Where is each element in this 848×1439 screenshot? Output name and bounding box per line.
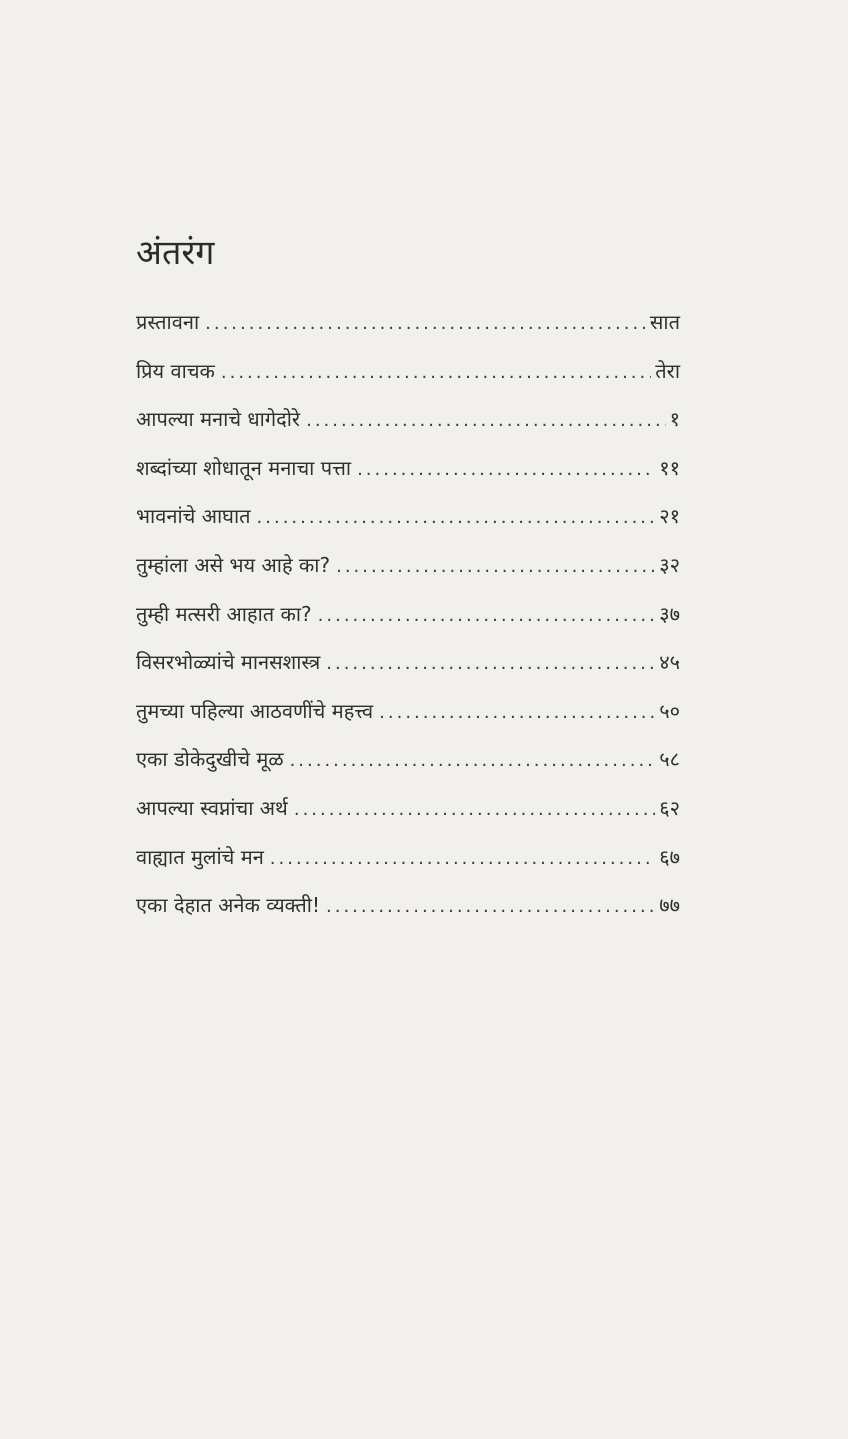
toc-entry-page-number: ७७: [659, 893, 680, 918]
toc-entry-page-number: सात: [649, 310, 680, 334]
toc-entry-page-number: ५८: [659, 747, 680, 772]
toc-entry-page-number: तेरा: [655, 358, 680, 383]
dot-leader: [318, 605, 656, 626]
dot-leader: [294, 799, 655, 820]
dot-leader: [205, 313, 646, 334]
dot-leader: [326, 896, 655, 917]
toc-entry-title: भावनांचे आघात: [136, 504, 251, 529]
toc-entry-page-number: ४५: [659, 650, 680, 675]
dot-leader: [221, 362, 651, 383]
toc-entry: [136, 600, 680, 649]
toc-entry-title: तुमच्या पहिल्या आठवणींचे महत्त्व: [136, 698, 374, 723]
toc-entry-title: प्रस्तावना: [136, 310, 200, 334]
contents-heading: अंतरंग: [136, 233, 215, 273]
toc-entry-title: तुम्ही मत्सरी आहात का?: [136, 601, 312, 626]
toc-entry-title: तुम्हांला असे भय आहे का?: [136, 552, 331, 577]
toc-entry-title: आपल्या मनाचे धागेदोरे: [136, 407, 301, 432]
toc-entry: [136, 502, 680, 551]
toc-entry: [136, 405, 680, 454]
dot-leader: [306, 410, 665, 431]
toc-entry: [136, 454, 680, 503]
toc-entry: [136, 308, 680, 357]
toc-entry-title: एका डोकेदुखीचे मूळ: [136, 747, 284, 772]
toc-entry-title: आपल्या स्वप्नांचा अर्थ: [136, 795, 288, 820]
dot-leader: [336, 556, 655, 577]
toc-entry: [136, 551, 680, 600]
toc-entry: [136, 843, 680, 892]
table-of-contents: [136, 308, 680, 940]
toc-entry-title: वाह्यात मुलांचे मन: [136, 844, 264, 869]
toc-entry: [136, 891, 680, 940]
dot-leader: [257, 507, 656, 528]
toc-entry-page-number: ३७: [659, 601, 680, 626]
dot-leader: [379, 702, 655, 723]
toc-entry-page-number: ३२: [659, 552, 680, 577]
toc-entry-page-number: ६२: [659, 795, 680, 820]
toc-entry: [136, 745, 680, 794]
dot-leader: [357, 459, 655, 480]
toc-entry-title: एका देहात अनेक व्यक्ती!: [136, 893, 320, 918]
toc-entry-title: विसरभोळ्यांचे मानसशास्त्र: [136, 650, 321, 675]
toc-entry: [136, 794, 680, 843]
toc-entry-page-number: २१: [659, 504, 680, 529]
dot-leader: [270, 848, 655, 869]
toc-entry-page-number: ५०: [659, 698, 680, 723]
toc-entry-title: शब्दांच्या शोधातून मनाचा पत्ता: [136, 455, 352, 480]
dot-leader: [290, 750, 656, 771]
dot-leader: [326, 653, 655, 674]
toc-entry-title: प्रिय वाचक: [136, 358, 215, 383]
toc-entry-page-number: ११: [659, 455, 680, 480]
toc-entry: [136, 648, 680, 697]
toc-entry-page-number: १: [669, 407, 680, 432]
toc-entry: [136, 357, 680, 406]
toc-entry-page-number: ६७: [659, 844, 680, 869]
toc-entry: [136, 697, 680, 746]
